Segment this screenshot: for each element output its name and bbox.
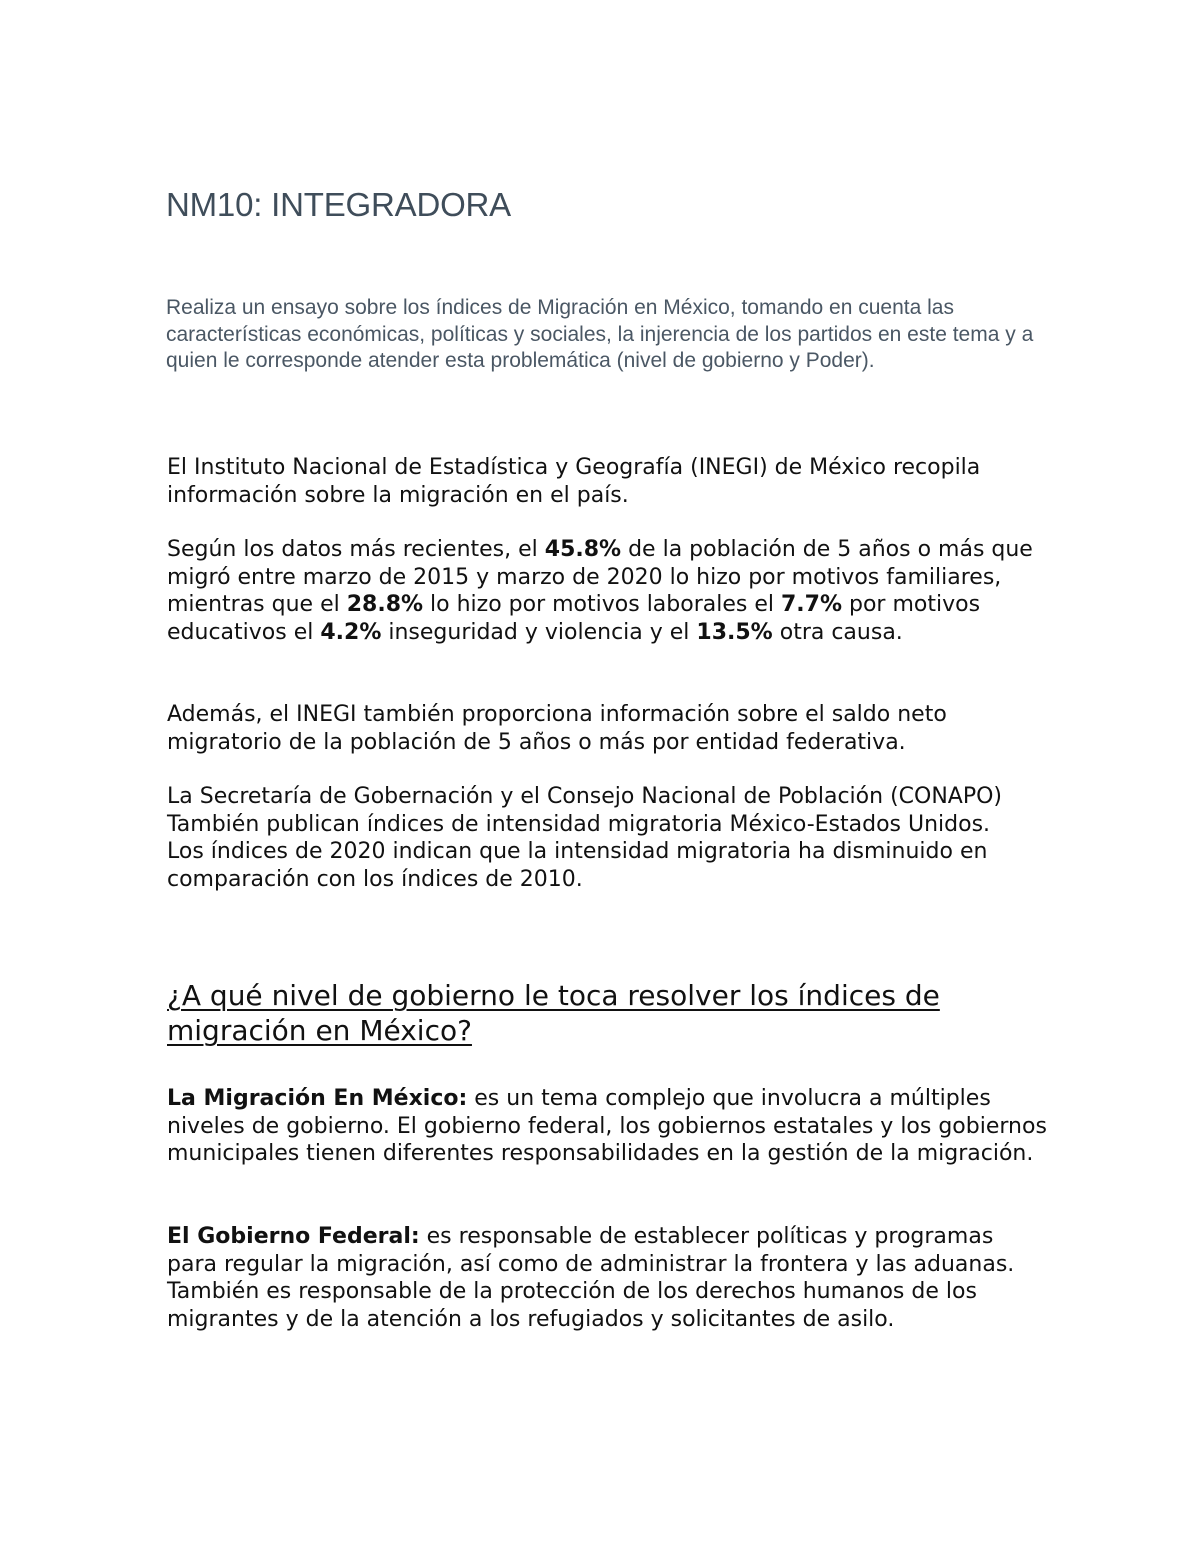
conapo-line-2: También publican índices de intensidad migratoria México-Estados Unidos. (167, 811, 991, 837)
stats-text-6: otra causa. (772, 619, 903, 645)
paragraph-inegi: El Instituto Nacional de Estadística y Geografía (INEGI) de México recopila información sobre la migración en el país. (167, 455, 981, 508)
paragraph-migracion-mexico (167, 1085, 1047, 1168)
paragraph-gobierno-federal (167, 1223, 1047, 1333)
federal-label: El Gobierno Federal: (167, 1224, 420, 1249)
migracion-text: es un tema complejo que involucra a múltiples niveles de gobierno. El gobierno federal, los gobiernos estatales y los gobiernos municipales tienen diferentes responsabilidades en la gestión de la migración. (167, 1086, 1047, 1166)
stats-text-4: por motivos educativos el (167, 592, 981, 645)
stat-education-percent: 7.7% (780, 592, 842, 617)
conapo-line-1: La Secretaría de Gobernación y el Consejo Nacional de Población (CONAPO) (167, 784, 1003, 809)
stats-text-2: de la población de 5 años o más que migró entre marzo de 2015 y marzo de 2020 lo hizo por motivos familiares, mientras que el (167, 537, 1033, 617)
stats-text-5: inseguridad y violencia y el (381, 619, 697, 645)
paragraph-statistics (167, 536, 1047, 646)
assignment-prompt: Realiza un ensayo sobre los índices de Migración en México, tomando en cuenta las características económicas, políticas y sociales, la injerencia de los partidos en este tema y a quien le corresponde atender esta problemática (nivel de gobierno y Poder). (166, 296, 1034, 372)
stat-family-percent: 45.8% (544, 537, 622, 562)
stats-text-1: Según los datos más recientes, el (167, 537, 545, 562)
migracion-label: La Migración En México: (167, 1086, 468, 1111)
stat-insecurity-percent: 4.2% (320, 619, 382, 645)
paragraph-conapo (167, 783, 1047, 893)
stats-text-3: lo hizo por motivos laborales el (423, 592, 781, 617)
federal-text: es responsable de establecer políticas y programas para regular la migración, así como de administrar la frontera y las aduanas. También es responsable de la protección de los derechos humanos de los migrantes y de la atención a los refugiados y solicitantes de asilo. (167, 1224, 1015, 1332)
section-question-heading: ¿A qué nivel de gobierno le toca resolver los índices de migración en México? (167, 979, 940, 1047)
paragraph-saldo-neto: Además, el INEGI también proporciona información sobre el saldo neto migratorio de la población de 5 años o más por entidad federativa. (167, 702, 947, 755)
stat-work-percent: 28.8% (346, 592, 424, 617)
document-title: NM10: INTEGRADORA (166, 186, 511, 223)
stat-other-percent: 13.5% (696, 619, 773, 645)
conapo-line-3: Los índices de 2020 indican que la intensidad migratoria ha disminuido en comparación con los índices de 2010. (167, 839, 988, 892)
